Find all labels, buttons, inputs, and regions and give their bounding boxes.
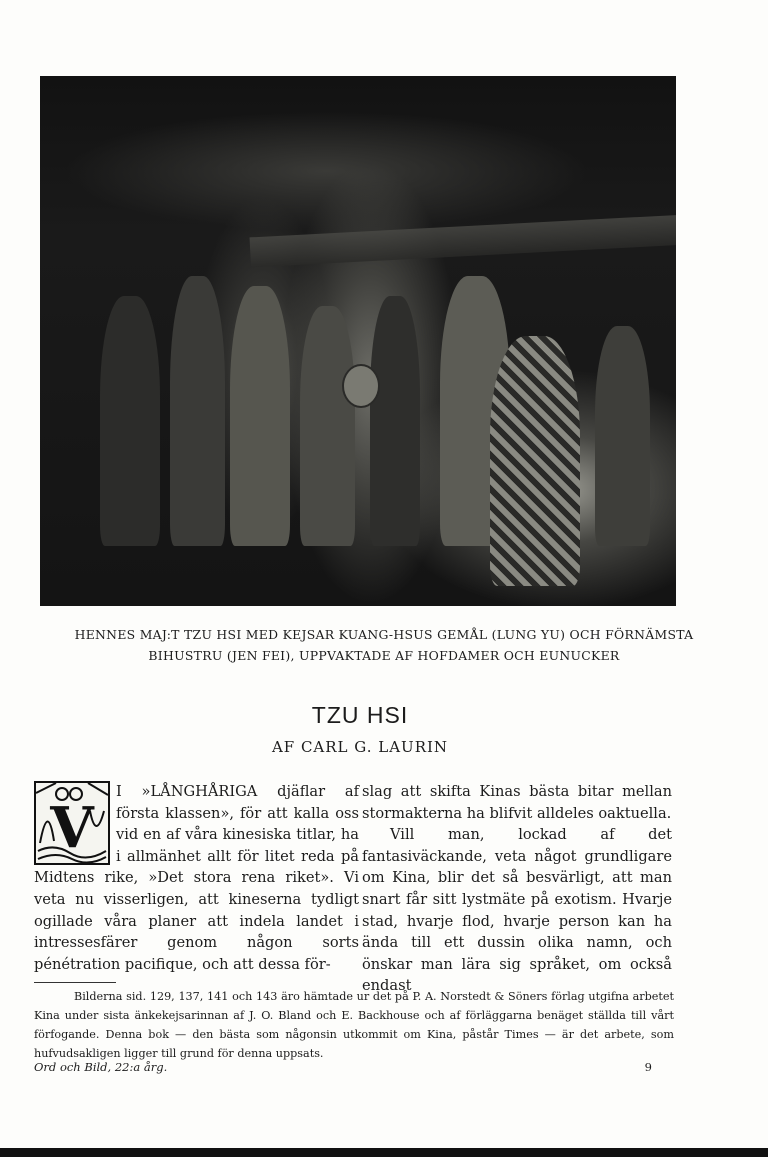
caption-line-1: HENNES MAJ:T TZU HSI MED KEJSAR KUANG-HSUS GEMÅL (LUNG YU) OCH FÖRNÄMSTA bbox=[74, 627, 694, 642]
photo-canopy-beam bbox=[250, 215, 676, 268]
photo-figure bbox=[100, 296, 160, 546]
article-title: TZU HSI bbox=[311, 702, 409, 728]
photo-figure bbox=[490, 336, 580, 586]
article-byline: AF CARL G. LAURIN bbox=[271, 738, 449, 756]
footnote-rule bbox=[34, 982, 116, 983]
photo-figure bbox=[170, 276, 225, 546]
footnote-text: Bilderna sid. 129, 137, 141 och 143 äro hämtade ur det på P. A. Norstedt & Söners förlag utgifna arbetet Kina under sista änkekejsarinnan af J. O. Bland och E. Backhouse och af förläggarna benäget ställda till vårt förfogande. Denna bok — den bästa som någonsin utkommit om Kina, påstår Times — är det arbete, som hufvudsakligen ligger till grund för denna uppsats. bbox=[34, 990, 674, 1060]
dropcap-letter: V bbox=[50, 795, 94, 861]
paragraph-opening: I »LÅNGHÅRIGA djäflar af första klassen», för att kalla oss vid en af våra kinesiska titlar, ha i allmänhet allt för litet reda på Midtens rike, »Det stora rena riket». Vi veta nu visserligen, att kineserna tydligt ogillade våra planer att indela landet i intressesfärer genom någon sorts pénétration pacifique, och att dessa för- bbox=[34, 783, 359, 973]
text-column-right bbox=[362, 781, 672, 997]
photo-figure bbox=[595, 326, 650, 546]
photo-figure bbox=[370, 296, 420, 546]
page-number: 9 bbox=[644, 1060, 652, 1074]
court-photograph bbox=[40, 76, 676, 606]
photo-caption bbox=[20, 624, 748, 666]
page-footer bbox=[34, 1060, 674, 1074]
scan-edge bbox=[0, 1148, 768, 1157]
text-column-left bbox=[34, 781, 359, 975]
caption-line-2: BIHUSTRU (JEN FEI), UPPVAKTADE AF HOFDAMER OCH EUNUCKER bbox=[148, 648, 620, 663]
photo-figure bbox=[300, 306, 355, 546]
photo-fan bbox=[342, 364, 380, 408]
photo-figure bbox=[230, 286, 290, 546]
paragraph-second: Vill man, lockad af det fantasiväckande, veta något grundligare om Kina, blir det så besvärligt, att man snart får sitt lystmäte på exotism. Hvarje stad, hvarje flod, hvarje person kan ha ända till ett dussin olika namn, och önskar man lära sig språket, om också endast bbox=[362, 826, 672, 995]
journal-source: Ord och Bild, 22:a årg. bbox=[34, 1060, 168, 1074]
dropcap-ornament-icon bbox=[34, 781, 110, 865]
footnote bbox=[34, 987, 674, 1063]
ornamental-dropcap bbox=[34, 781, 110, 865]
paragraph-continuation: slag att skifta Kinas bästa bitar mellan stormakterna ha blifvit alldeles oaktuella. bbox=[362, 783, 672, 822]
